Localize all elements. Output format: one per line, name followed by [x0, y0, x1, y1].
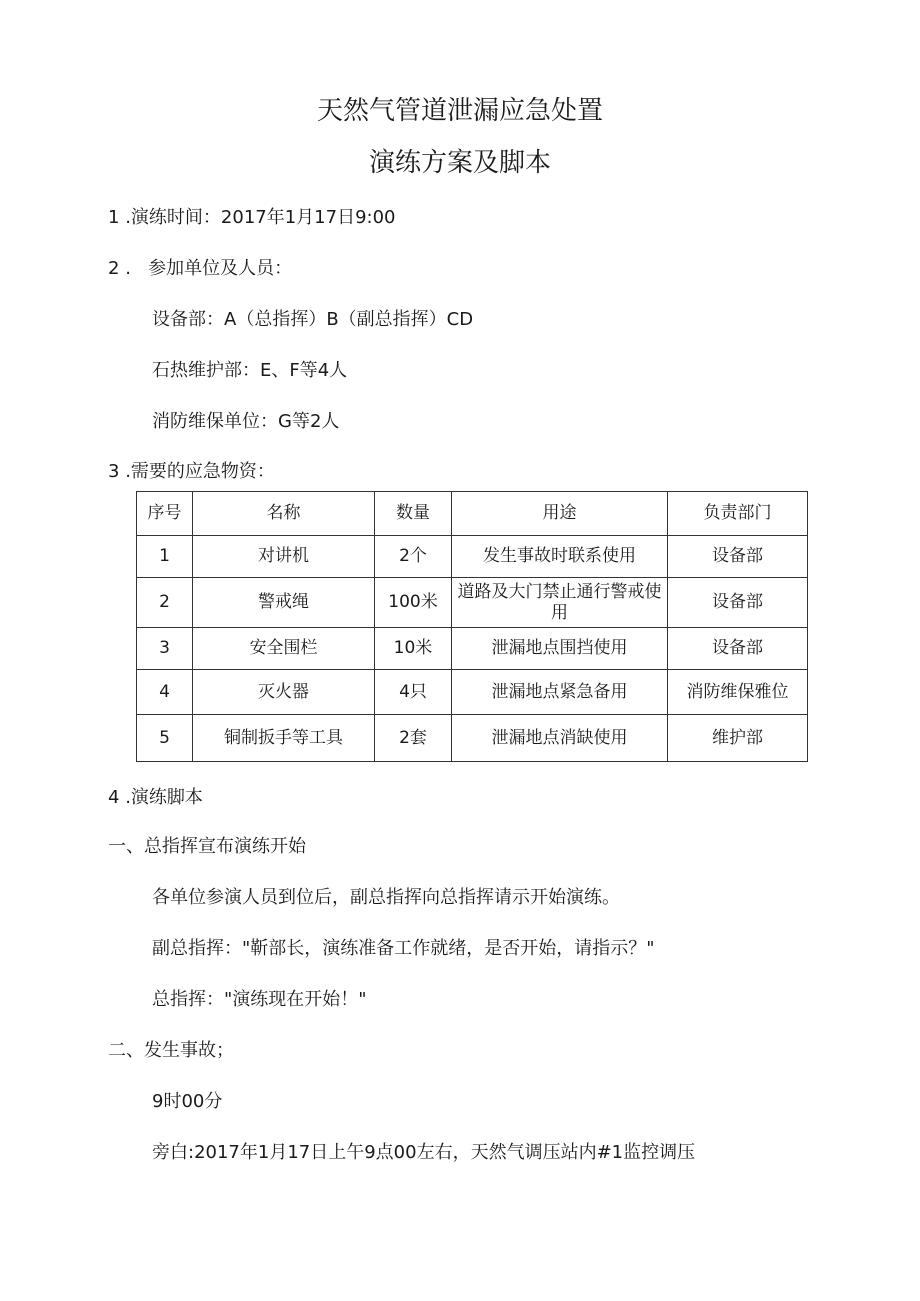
table-cell: 泄漏地点围挡使用 — [452, 628, 668, 670]
table-cell: 泄漏地点紧急备用 — [452, 670, 668, 715]
table-row — [137, 536, 808, 578]
header-cell-quantity: 数量 — [375, 492, 452, 536]
table-cell: 泄漏地点消缺使用 — [452, 715, 668, 762]
table-cell: 设备部 — [668, 536, 808, 578]
section-number: 1 — [108, 207, 120, 228]
table-cell: 消防维保雅位 — [668, 670, 808, 715]
paragraph: 总指挥："演练现在开始！" — [152, 989, 367, 1010]
table-cell: 100米 — [375, 578, 452, 628]
section-number: 4 — [108, 787, 120, 808]
table-cell: 1 — [137, 536, 193, 578]
table-cell: 发生事故时联系使用 — [452, 536, 668, 578]
paragraph: 旁白:2017年1月17日上午9点00左右，天然气调压站内#1监控调压 — [152, 1142, 696, 1163]
section-4-script — [108, 783, 203, 809]
header-cell-name: 名称 — [193, 492, 375, 536]
table-cell: 对讲机 — [193, 536, 375, 578]
table-cell: 维护部 — [668, 715, 808, 762]
table-row — [137, 628, 808, 670]
table-cell: 灭火器 — [193, 670, 375, 715]
paragraph: 副总指挥："靳部长，演练准备工作就绪，是否开始，请指示？" — [152, 938, 655, 959]
section-1-drill-time — [108, 203, 396, 229]
table-cell: 5 — [137, 715, 193, 762]
table-cell: 安全围栏 — [193, 628, 375, 670]
table-cell: 10米 — [375, 628, 452, 670]
table-row — [137, 670, 808, 715]
participant-maintenance-dept: 石热维护部：E、F等4人 — [152, 360, 348, 381]
table-cell: 4 — [137, 670, 193, 715]
table-cell: 2 — [137, 578, 193, 628]
section-number: 2 — [108, 258, 120, 279]
document-title-line1: 天然气管道泄漏应急处置 — [316, 96, 603, 126]
document-title-line2: 演练方案及脚本 — [368, 148, 551, 178]
section-text: .演练时间：2017年1月17日9:00 — [125, 207, 396, 228]
paragraph: 各单位参演人员到位后，副总指挥向总指挥请示开始演练。 — [152, 887, 620, 908]
table-header-row — [137, 492, 808, 536]
table-cell: 铜制扳手等工具 — [193, 715, 375, 762]
materials-table — [136, 491, 808, 762]
table-cell: 设备部 — [668, 628, 808, 670]
table-cell: 道路及大门禁止通行警戒使用 — [452, 578, 668, 628]
section-text: . 参加单位及人员： — [125, 258, 293, 279]
table-cell: 4只 — [375, 670, 452, 715]
section-2-participants — [108, 254, 292, 280]
table-row — [137, 715, 808, 762]
section-3-materials — [108, 457, 275, 483]
table-cell: 2个 — [375, 536, 452, 578]
section-text: .演练脚本 — [125, 787, 203, 808]
table-cell: 警戒绳 — [193, 578, 375, 628]
section-number: 3 — [108, 461, 120, 482]
table-cell: 2套 — [375, 715, 452, 762]
header-cell-index: 序号 — [137, 492, 193, 536]
table-cell: 设备部 — [668, 578, 808, 628]
section-text: .需要的应急物资： — [125, 461, 275, 482]
table-row — [137, 578, 808, 628]
header-cell-department: 负责部门 — [668, 492, 808, 536]
table-cell: 3 — [137, 628, 193, 670]
participant-equipment-dept: 设备部：A（总指挥）B（副总指挥）CD — [152, 309, 474, 330]
part-2-heading: 二、发生事故； — [108, 1040, 234, 1061]
participant-fire-unit: 消防维保单位：G等2人 — [152, 411, 340, 432]
header-cell-purpose: 用途 — [452, 492, 668, 536]
part-1-heading: 一、总指挥宣布演练开始 — [108, 836, 306, 857]
paragraph: 9时00分 — [152, 1091, 223, 1112]
